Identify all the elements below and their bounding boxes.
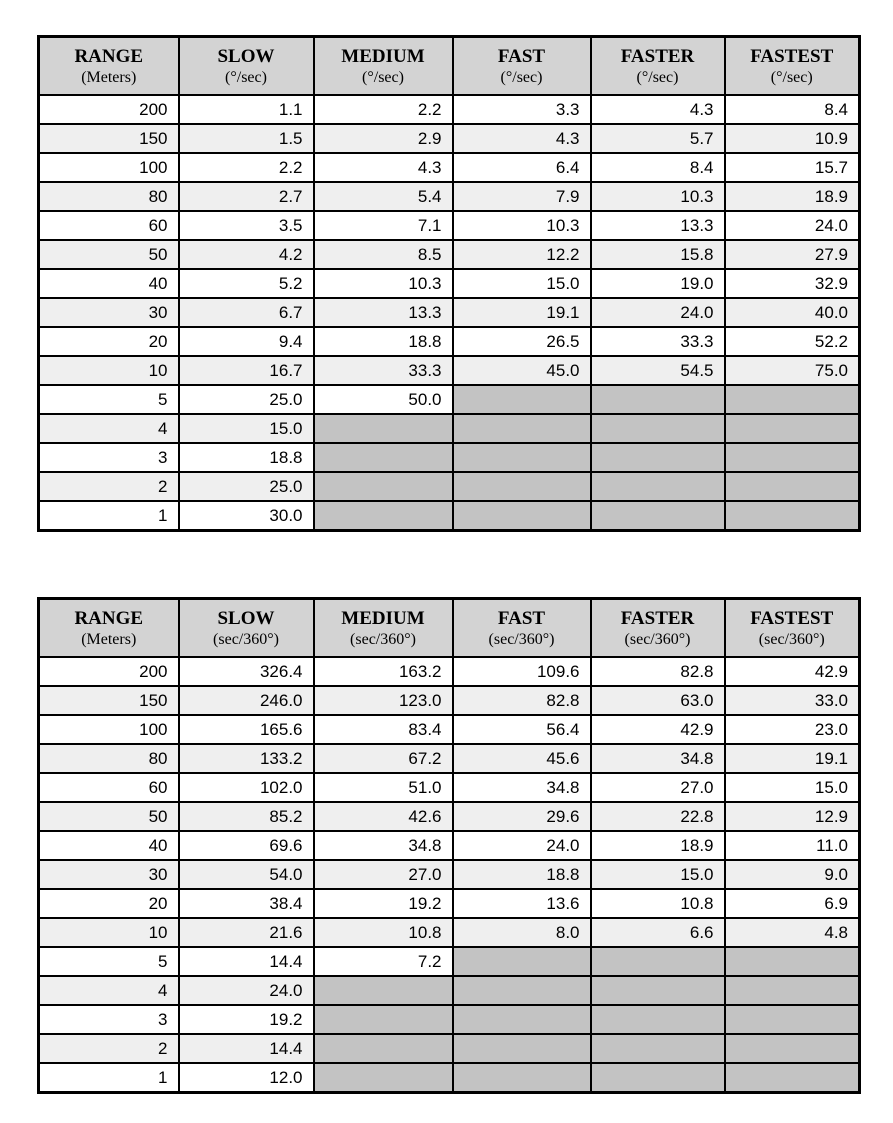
empty-cell [591,1005,725,1034]
column-label: RANGE [74,45,144,67]
column-label: FASTEST [750,45,834,67]
value-cell: 32.9 [725,269,860,298]
empty-cell [591,414,725,443]
range-cell: 4 [39,976,179,1005]
value-cell: 10.3 [591,182,725,211]
value-cell: 8.0 [453,918,591,947]
value-cell: 6.7 [179,298,314,327]
value-cell: 18.8 [179,443,314,472]
value-cell: 14.4 [179,947,314,976]
value-cell: 85.2 [179,802,314,831]
value-cell: 18.8 [314,327,453,356]
value-cell: 45.0 [453,356,591,385]
value-cell: 34.8 [453,773,591,802]
value-cell: 19.1 [453,298,591,327]
value-cell: 69.6 [179,831,314,860]
table-row [39,947,860,976]
empty-cell [591,1063,725,1093]
value-cell: 45.6 [453,744,591,773]
value-cell: 34.8 [314,831,453,860]
range-cell: 10 [39,356,179,385]
value-cell: 27.9 [725,240,860,269]
value-cell: 24.0 [179,976,314,1005]
value-cell: 67.2 [314,744,453,773]
value-cell: 54.5 [591,356,725,385]
value-cell: 7.2 [314,947,453,976]
table-row [39,657,860,686]
empty-cell [725,976,860,1005]
empty-cell [591,472,725,501]
range-cell: 150 [39,686,179,715]
column-unit: (°/sec) [770,69,813,87]
value-cell: 33.3 [314,356,453,385]
value-cell: 82.8 [453,686,591,715]
value-cell: 19.2 [314,889,453,918]
table-row [39,385,860,414]
value-cell: 25.0 [179,385,314,414]
table-row [39,414,860,443]
value-cell: 10.9 [725,124,860,153]
table-row [39,240,860,269]
column-label: FAST [497,607,546,629]
value-cell: 9.0 [725,860,860,889]
value-cell: 4.3 [453,124,591,153]
range-cell: 10 [39,918,179,947]
value-cell: 6.9 [725,889,860,918]
table-row [39,153,860,182]
empty-cell [453,501,591,531]
empty-cell [725,1005,860,1034]
column-unit: (sec/360°) [488,631,555,649]
empty-cell [725,472,860,501]
value-cell: 9.4 [179,327,314,356]
value-cell: 63.0 [591,686,725,715]
empty-cell [314,501,453,531]
range-cell: 80 [39,744,179,773]
value-cell: 24.0 [591,298,725,327]
range-cell: 2 [39,472,179,501]
value-cell: 5.4 [314,182,453,211]
empty-cell [453,443,591,472]
column-unit: (sec/360°) [624,631,691,649]
table-row [39,211,860,240]
value-cell: 163.2 [314,657,453,686]
empty-cell [453,414,591,443]
value-cell: 50.0 [314,385,453,414]
empty-cell [591,947,725,976]
value-cell: 83.4 [314,715,453,744]
value-cell: 1.1 [179,95,314,124]
range-cell: 30 [39,860,179,889]
value-cell: 12.2 [453,240,591,269]
column-label: RANGE [74,607,144,629]
value-cell: 30.0 [179,501,314,531]
column-header-range [39,599,179,658]
value-cell: 27.0 [314,860,453,889]
range-cell: 30 [39,298,179,327]
table-row [39,1063,860,1093]
column-label: FASTEST [750,607,834,629]
value-cell: 34.8 [591,744,725,773]
value-cell: 4.3 [591,95,725,124]
value-cell: 10.8 [314,918,453,947]
column-label: FASTER [620,607,695,629]
empty-cell [725,385,860,414]
column-unit: (°/sec) [500,69,543,87]
column-label: FASTER [620,45,695,67]
value-cell: 19.2 [179,1005,314,1034]
column-unit: (Meters) [81,69,137,87]
value-cell: 4.8 [725,918,860,947]
value-cell: 15.0 [591,860,725,889]
empty-cell [453,472,591,501]
table-row [39,472,860,501]
range-cell: 5 [39,947,179,976]
table-row [39,976,860,1005]
table-row [39,889,860,918]
value-cell: 19.1 [725,744,860,773]
value-cell: 6.4 [453,153,591,182]
value-cell: 82.8 [591,657,725,686]
range-cell: 40 [39,831,179,860]
value-cell: 7.9 [453,182,591,211]
column-label: MEDIUM [341,45,425,67]
empty-cell [725,414,860,443]
table-row [39,715,860,744]
value-cell: 15.0 [725,773,860,802]
value-cell: 15.8 [591,240,725,269]
header-row [39,37,860,96]
value-cell: 8.4 [591,153,725,182]
value-cell: 14.4 [179,1034,314,1063]
range-cell: 40 [39,269,179,298]
value-cell: 13.6 [453,889,591,918]
table-row [39,831,860,860]
value-cell: 8.4 [725,95,860,124]
column-unit: (sec/360°) [213,631,279,649]
column-unit: (°/sec) [225,69,267,87]
value-cell: 18.8 [453,860,591,889]
value-cell: 123.0 [314,686,453,715]
table-row [39,95,860,124]
empty-cell [314,443,453,472]
value-cell: 40.0 [725,298,860,327]
value-cell: 246.0 [179,686,314,715]
value-cell: 102.0 [179,773,314,802]
table-row [39,773,860,802]
range-cell: 60 [39,773,179,802]
table-row [39,1034,860,1063]
value-cell: 18.9 [725,182,860,211]
value-cell: 51.0 [314,773,453,802]
value-cell: 24.0 [453,831,591,860]
range-cell: 50 [39,802,179,831]
value-cell: 27.0 [591,773,725,802]
range-cell: 5 [39,385,179,414]
range-cell: 100 [39,715,179,744]
value-cell: 15.7 [725,153,860,182]
value-cell: 18.9 [591,831,725,860]
empty-cell [453,385,591,414]
value-cell: 24.0 [725,211,860,240]
value-cell: 23.0 [725,715,860,744]
table-row [39,744,860,773]
empty-cell [453,1063,591,1093]
value-cell: 133.2 [179,744,314,773]
table-row [39,124,860,153]
value-cell: 2.2 [314,95,453,124]
value-cell: 16.7 [179,356,314,385]
range-cell: 80 [39,182,179,211]
value-cell: 5.7 [591,124,725,153]
header-row [39,599,860,658]
column-unit: (°/sec) [362,69,404,87]
value-cell: 2.9 [314,124,453,153]
value-cell: 26.5 [453,327,591,356]
empty-cell [453,1034,591,1063]
column-label: SLOW [217,45,275,67]
column-header-medium [314,599,453,658]
value-cell: 11.0 [725,831,860,860]
empty-cell [591,501,725,531]
empty-cell [725,501,860,531]
rotation-rate-table [37,35,861,532]
value-cell: 54.0 [179,860,314,889]
range-cell: 1 [39,1063,179,1093]
column-label: FAST [497,45,546,67]
value-cell: 3.3 [453,95,591,124]
range-cell: 2 [39,1034,179,1063]
value-cell: 22.8 [591,802,725,831]
value-cell: 12.0 [179,1063,314,1093]
empty-cell [725,947,860,976]
table-row [39,269,860,298]
range-cell: 150 [39,124,179,153]
table-row [39,802,860,831]
column-header-fast [453,37,591,96]
table-row [39,298,860,327]
value-cell: 165.6 [179,715,314,744]
value-cell: 13.3 [314,298,453,327]
column-unit: (Meters) [81,631,137,649]
empty-cell [591,976,725,1005]
value-cell: 42.9 [725,657,860,686]
value-cell: 4.3 [314,153,453,182]
value-cell: 42.6 [314,802,453,831]
empty-cell [591,443,725,472]
value-cell: 12.9 [725,802,860,831]
empty-cell [314,976,453,1005]
value-cell: 4.2 [179,240,314,269]
value-cell: 109.6 [453,657,591,686]
column-header-fast [453,599,591,658]
table-row [39,1005,860,1034]
column-header-medium [314,37,453,96]
value-cell: 52.2 [725,327,860,356]
range-cell: 200 [39,657,179,686]
empty-cell [591,1034,725,1063]
table-row [39,686,860,715]
value-cell: 33.3 [591,327,725,356]
range-cell: 1 [39,501,179,531]
value-cell: 38.4 [179,889,314,918]
value-cell: 10.3 [314,269,453,298]
column-header-slow [179,37,314,96]
column-unit: (sec/360°) [758,631,825,649]
range-cell: 100 [39,153,179,182]
empty-cell [314,1063,453,1093]
value-cell: 7.1 [314,211,453,240]
empty-cell [453,1005,591,1034]
value-cell: 75.0 [725,356,860,385]
table-row [39,860,860,889]
value-cell: 10.8 [591,889,725,918]
table-row [39,356,860,385]
value-cell: 5.2 [179,269,314,298]
column-header-range [39,37,179,96]
value-cell: 19.0 [591,269,725,298]
value-cell: 21.6 [179,918,314,947]
column-header-fastest [725,599,860,658]
range-cell: 200 [39,95,179,124]
value-cell: 2.2 [179,153,314,182]
column-header-fastest [725,37,860,96]
range-cell: 4 [39,414,179,443]
range-cell: 50 [39,240,179,269]
column-header-slow [179,599,314,658]
empty-cell [725,443,860,472]
column-label: MEDIUM [341,607,425,629]
empty-cell [591,385,725,414]
table-row [39,182,860,211]
table-row [39,327,860,356]
range-cell: 3 [39,443,179,472]
table-row [39,918,860,947]
range-cell: 20 [39,889,179,918]
value-cell: 1.5 [179,124,314,153]
value-cell: 42.9 [591,715,725,744]
value-cell: 15.0 [179,414,314,443]
column-header-faster [591,37,725,96]
value-cell: 2.7 [179,182,314,211]
range-cell: 60 [39,211,179,240]
value-cell: 326.4 [179,657,314,686]
empty-cell [314,472,453,501]
empty-cell [725,1034,860,1063]
value-cell: 56.4 [453,715,591,744]
value-cell: 29.6 [453,802,591,831]
column-label: SLOW [217,607,275,629]
value-cell: 15.0 [453,269,591,298]
value-cell: 3.5 [179,211,314,240]
value-cell: 10.3 [453,211,591,240]
empty-cell [314,414,453,443]
value-cell: 25.0 [179,472,314,501]
value-cell: 13.3 [591,211,725,240]
value-cell: 8.5 [314,240,453,269]
table-row [39,501,860,531]
empty-cell [725,1063,860,1093]
value-cell: 6.6 [591,918,725,947]
empty-cell [314,1034,453,1063]
rotation-period-table [37,597,861,1094]
table-row [39,443,860,472]
range-cell: 3 [39,1005,179,1034]
range-cell: 20 [39,327,179,356]
value-cell: 33.0 [725,686,860,715]
column-unit: (sec/360°) [350,631,416,649]
column-unit: (°/sec) [636,69,679,87]
column-header-faster [591,599,725,658]
empty-cell [453,976,591,1005]
empty-cell [453,947,591,976]
empty-cell [314,1005,453,1034]
